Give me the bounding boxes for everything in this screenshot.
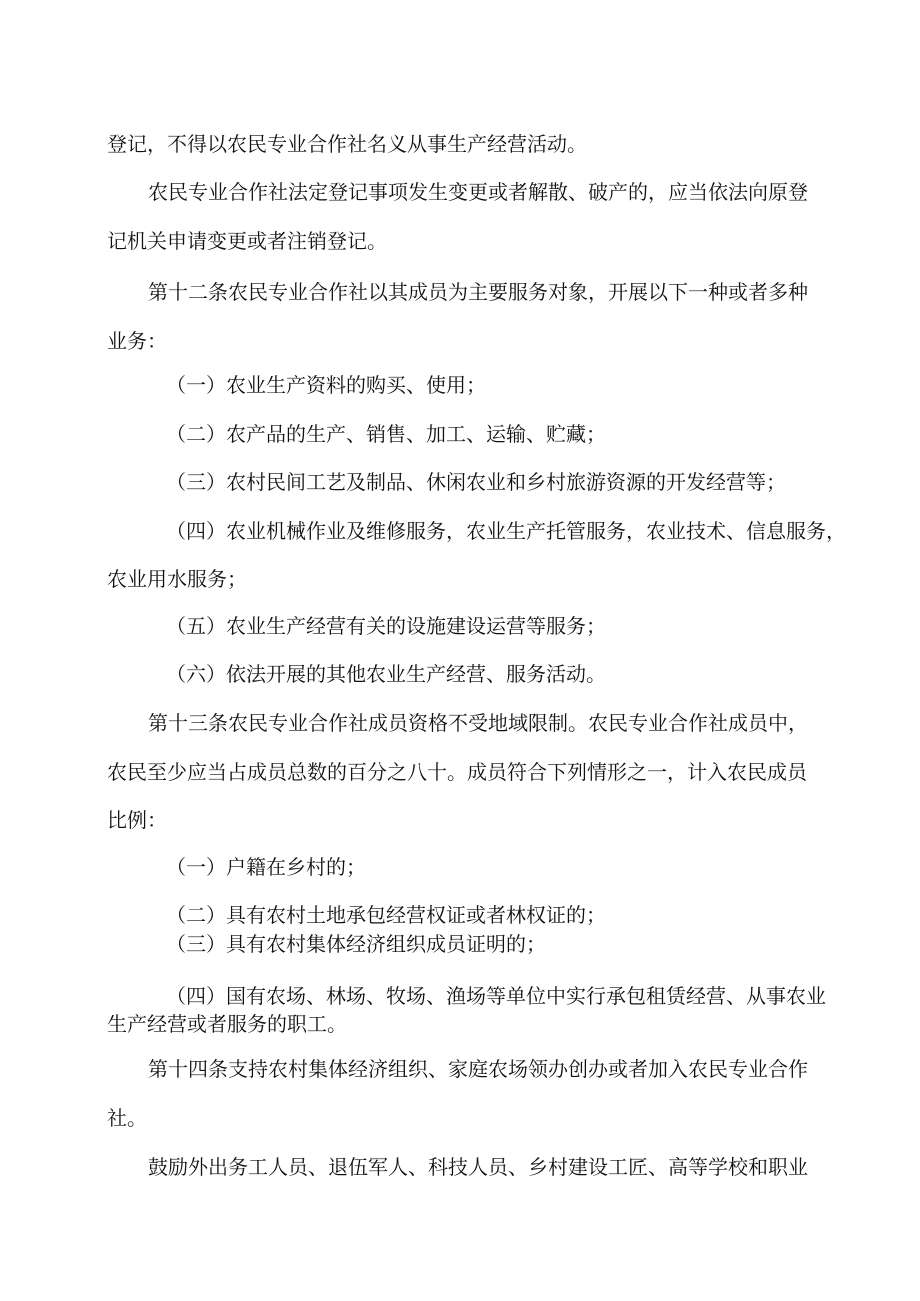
text-line: （三）农村民间工艺及制品、休闲农业和乡村旅游资源的开发经营等； [166,470,786,494]
text-line: 业务： [107,329,167,353]
text-line: 记机关申请变更或者注销登记。 [107,229,387,253]
text-line: 第十二条农民专业合作社以其成员为主要服务对象，开展以下一种或者多种 [148,280,808,304]
text-line: （二）农产品的生产、销售、加工、运输、贮藏； [166,422,606,446]
text-line: （一）农业生产资料的购买、使用； [166,373,486,397]
text-line: 社。 [107,1106,147,1130]
text-line: 比例： [107,808,167,832]
text-line: （二）具有农村土地承包经营权证或者林权证的； [166,903,606,927]
text-line: 农民至少应当占成员总数的百分之八十。成员符合下列情形之一，计入农民成员 [107,760,807,784]
text-line: 登记，不得以农民专业合作社名义从事生产经营活动。 [107,132,587,156]
text-line: 第十三条农民专业合作社成员资格不受地域限制。农民专业合作社成员中， [148,711,808,735]
text-line: （三）具有农村集体经济组织成员证明的； [166,932,546,956]
text-line: （四）农业机械作业及维修服务，农业生产托管服务，农业技术、信息服务， [166,519,846,543]
text-line: 生产经营或者服务的职工。 [107,1012,347,1036]
text-line: 鼓励外出务工人员、退伍军人、科技人员、乡村建设工匠、高等学校和职业 [148,1155,808,1179]
text-line: （四）国有农场、林场、牧场、渔场等单位中实行承包租赁经营、从事农业 [166,984,826,1008]
text-line: （六）依法开展的其他农业生产经营、服务活动。 [166,662,606,686]
text-line: 第十四条支持农村集体经济组织、家庭农场领办创办或者加入农民专业合作 [148,1057,808,1081]
text-line: 农业用水服务； [107,567,247,591]
text-line: （一）户籍在乡村的； [166,855,366,879]
text-line: （五）农业生产经营有关的设施建设运营等服务； [166,614,606,638]
text-line: 农民专业合作社法定登记事项发生变更或者解散、破产的，应当依法向原登 [148,180,808,204]
